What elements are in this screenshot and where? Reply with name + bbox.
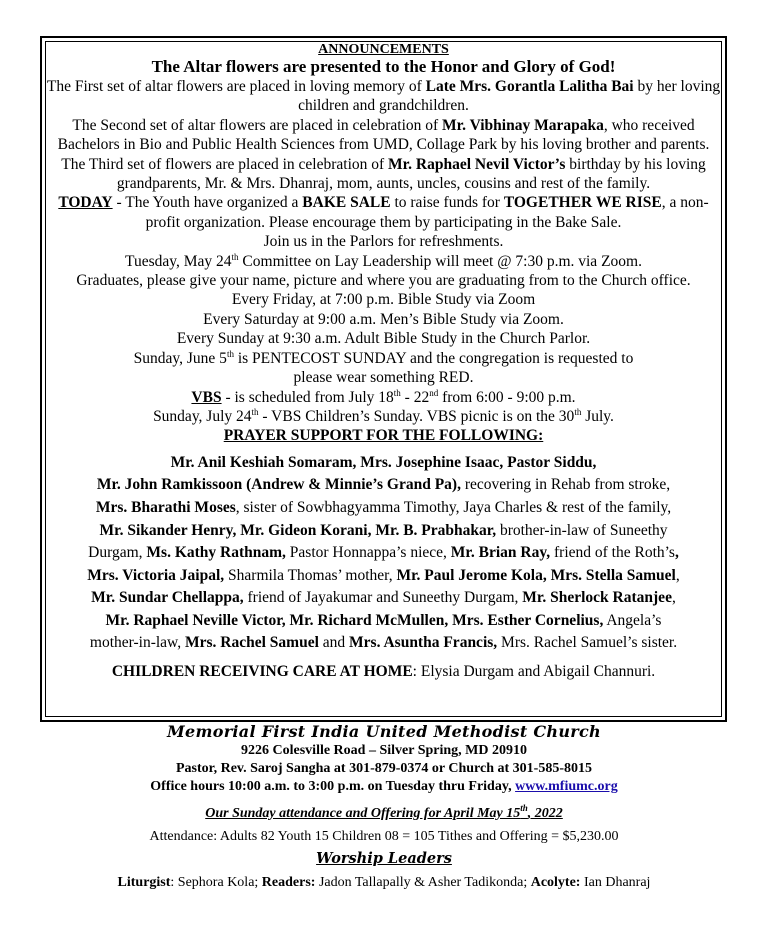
today-bake-sale: TODAY - The Youth have organized a BAKE SALE to raise funds for TOGETHER WE RISE, a non-profit organization. Please encourage them by participating in the Bake Sale. (58, 194, 709, 231)
parlors-note: Join us in the Parlors for refreshments. (263, 233, 504, 251)
third-flowers: The Third set of flowers are placed in celebration of Mr. Raphael Nevil Victor’s birthday by his loving grandparents, Mr. & Mrs. Dhanraj, mom, aunts, uncles, cousins and rest of the family. (61, 155, 706, 193)
liturgy-roles: Liturgist: Sephora Kola; Readers: Jadon Tallapally & Asher Tadikonda; Acolyte: Ian Dhanraj (117, 875, 651, 890)
first-flowers: The First set of altar flowers are placed in loving memory of Late Mrs. Gorantla Lalitha Bai by her loving children and grandchildren. (46, 78, 721, 115)
announcements-heading: ANNOUNCEMENTS (318, 42, 449, 57)
announcements-box (40, 36, 727, 722)
announcements-content (46, 42, 721, 681)
pentecost-note: Sunday, June 5th is PENTECOST SUNDAY and the congregation is requested to (133, 348, 634, 367)
children-care: CHILDREN RECEIVING CARE AT HOME: Elysia Durgam and Abigail Channuri. (111, 663, 656, 681)
pastor-contact: Pastor, Rev. Saroj Sangha at 301-879-0374 or Church at 301-585-8015 (176, 761, 592, 776)
church-address: 9226 Colesville Road – Silver Spring, MD 20910 (241, 743, 527, 758)
vbs-schedule: VBS - is scheduled from July 18th - 22nd from 6:00 - 9:00 p.m. (191, 387, 576, 406)
worship-leaders-heading: Worship Leaders (316, 850, 452, 867)
attendance-title: Our Sunday attendance and Offering for April May 15th, 2022 (205, 803, 563, 821)
website-link[interactable]: www.mfiumc.org (515, 779, 618, 794)
sunday-study: Every Sunday at 9:30 a.m. Adult Bible Study in the Church Parlor. (176, 330, 591, 348)
footer (0, 722, 768, 892)
prayer-heading: PRAYER SUPPORT FOR THE FOLLOWING: (223, 427, 544, 445)
vbs-sunday: Sunday, July 24th - VBS Children’s Sunday. VBS picnic is on the 30th July. (153, 406, 614, 425)
saturday-study: Every Saturday at 9:00 a.m. Men’s Bible Study via Zoom. (203, 310, 564, 328)
graduates-note: Graduates, please give your name, picture and where you are graduating from to the Church office. (76, 272, 691, 290)
pentecost-red: please wear something RED. (293, 369, 474, 387)
church-name: Memorial First India United Methodist Church (167, 722, 601, 741)
prayer-list: Mr. Anil Keshiah Somaram, Mrs. Josephine Isaac, Pastor Siddu, Mr. John Ramkissoon (Andrew & Minnie’s Grand Pa), recovering in Rehab from stroke, Mrs. Bharathi Moses, sister of Sowbhagyamma Timothy, Jaya Charles & rest of the family, Mr. Sikander Henry, Mr. Gideon Korani, Mr. B. Prabhakar, brother-in-law of Suneethy Durgam, Ms. Kathy Rathnam, Pastor Honnappa’s niece, Mr. Brian Ray, friend of the Roth’s, Mrs. Victoria Jaipal, Sharmila Thomas’ mother, Mr. Paul Jerome Kola, Mrs. Stella Samuel, Mr. Sundar Chellappa, friend of Jayakumar and Suneethy Durgam, Mr. Sherlock Ratanjee, Mr. Raphael Neville Victor, Mr. Richard McMullen, Mrs. Esther Cornelius, Angela’s mother-in-law, Mrs. Rachel Samuel and Mrs. Asuntha Francis, Mrs. Rachel Samuel’s sister. (87, 453, 680, 652)
office-hours: Office hours 10:00 a.m. to 3:00 p.m. on Tuesday thru Friday, www.mfiumc.org (150, 779, 618, 794)
tuesday-meeting: Tuesday, May 24th Committee on Lay Leadership will meet @ 7:30 p.m. via Zoom. (125, 251, 642, 270)
altar-headline: The Altar flowers are presented to the Honor and Glory of God! (151, 57, 616, 76)
second-flowers: The Second set of altar flowers are placed in celebration of Mr. Vibhinay Marapaka, who received Bachelors in Bio and Public Health Sciences from UMD, Collage Park by his loving brother and parents. (57, 116, 710, 154)
friday-study: Every Friday, at 7:00 p.m. Bible Study via Zoom (231, 291, 536, 309)
attendance-line: Attendance: Adults 82 Youth 15 Children 08 = 105 Tithes and Offering = $5,230.00 (149, 829, 619, 844)
